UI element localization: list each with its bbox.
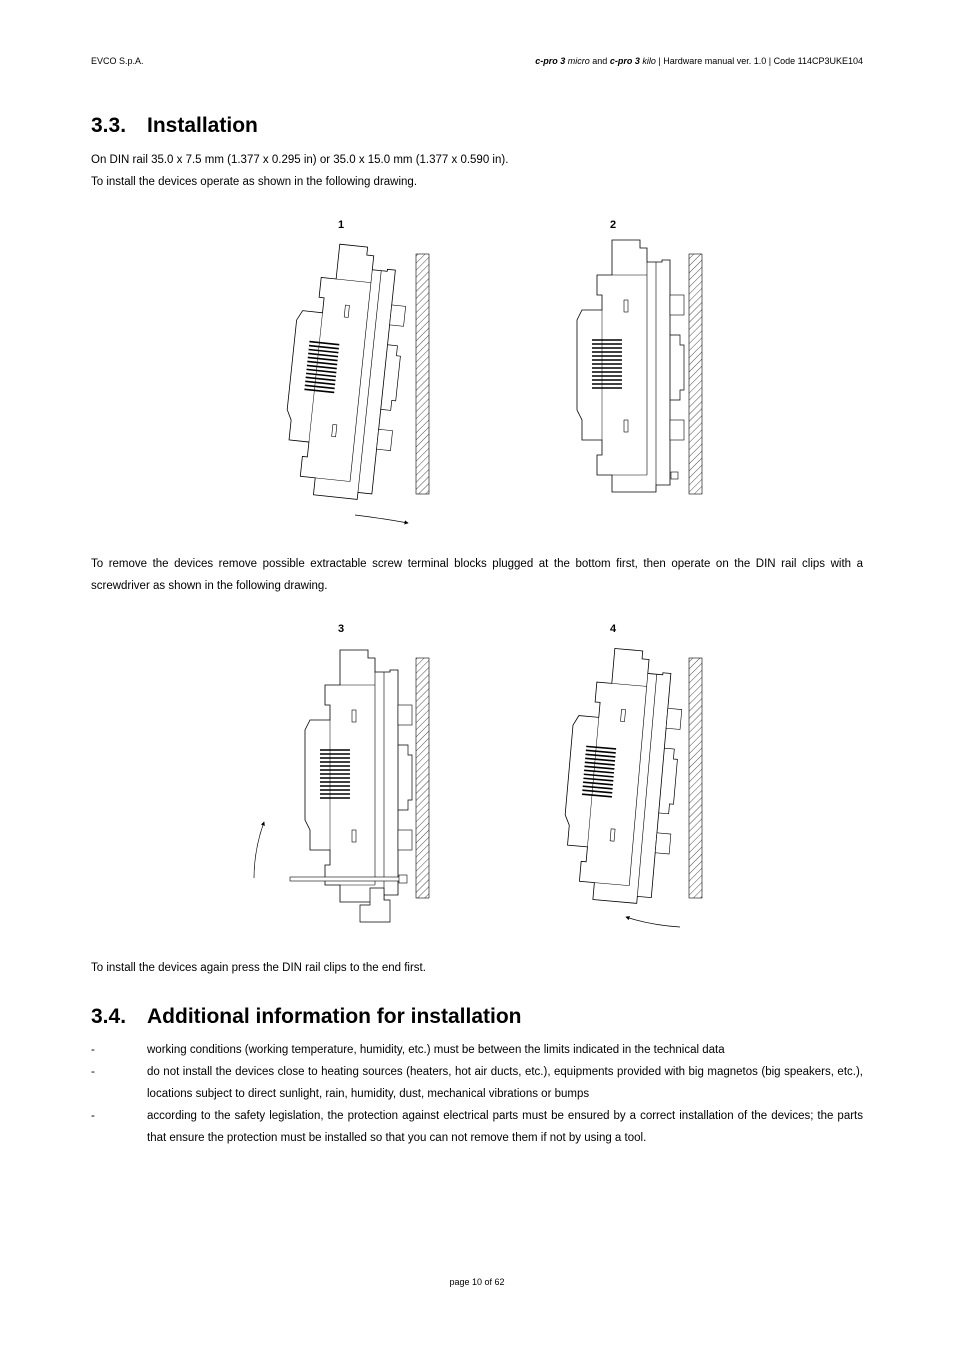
din-rail-wall-2 <box>689 254 702 494</box>
section-title: Additional information for installation <box>147 1005 522 1028</box>
arrow-3 <box>254 822 264 878</box>
list-item <box>91 1061 863 1105</box>
section-number: 3.3. <box>91 114 127 137</box>
section-title: Installation <box>147 114 258 137</box>
header-product-b: c-pro 3 <box>609 56 640 66</box>
device-drawing-4 <box>558 645 687 905</box>
arrow-1 <box>355 515 408 523</box>
section-heading-additional <box>91 1005 521 1029</box>
figure-label-3: 3 <box>338 623 345 635</box>
arrow-4 <box>626 917 680 927</box>
figure-label-2: 2 <box>610 219 617 231</box>
device-drawing-3 <box>305 650 412 902</box>
paragraph-din-rail: On DIN rail 35.0 x 7.5 mm (1.377 x 0.295 in) or 35.0 x 15.0 mm (1.377 x 0.590 in). <box>91 154 509 166</box>
header-company: EVCO S.p.A. <box>91 56 144 66</box>
device-drawing-1 <box>279 241 412 503</box>
din-rail-wall-1 <box>416 254 429 494</box>
list-item-text: working conditions (working temperature, humidity, etc.) must be between the limits indicated in the technical data <box>147 1044 725 1056</box>
list-item-text: according to the safety legislation, the protection against electrical parts must be ensured by a correct installation of the devices; the parts that ensure the protection must be installed so that you can not remove them if not by using a tool. <box>147 1110 863 1144</box>
list-dash: - <box>91 1044 95 1056</box>
list-item <box>91 1039 863 1061</box>
clip-2 <box>671 472 678 479</box>
page-number: page 10 of 62 <box>449 1277 505 1287</box>
din-rail-wall-4 <box>689 658 702 898</box>
section-number: 3.4. <box>91 1005 127 1028</box>
list-item <box>91 1105 863 1149</box>
paragraph-reinstall: To install the devices again press the DIN rail clips to the end first. <box>91 962 426 974</box>
device-drawing-2 <box>577 240 684 492</box>
header-product-a-variant: micro <box>567 56 590 66</box>
header-and: and <box>592 56 608 66</box>
header-rest: | Hardware manual ver. 1.0 | Code 114CP3UKE104 <box>658 56 863 66</box>
list-dash: - <box>91 1066 95 1078</box>
paragraph-install-intro: To install the devices operate as shown in the following drawing. <box>91 176 418 188</box>
screwdriver <box>290 877 400 881</box>
additional-info-list <box>91 1039 863 1149</box>
din-rail-wall-3 <box>416 658 429 898</box>
figure-label-4: 4 <box>610 623 617 635</box>
list-dash: - <box>91 1110 95 1122</box>
list-item-text: do not install the devices close to heating sources (heaters, hot air ducts, etc.), equipments provided with big magnetos (big speakers, etc.), locations subject to direct sunlight, rain, humidity, dust, mechanical vibrations or bumps <box>147 1066 863 1100</box>
paragraph-removal: To remove the devices remove possible extractable screw terminal blocks plugged at the bottom first, then operate on the DIN rail clips with a screwdriver as shown in the following drawing. <box>91 558 863 592</box>
header-product-a: c-pro 3 <box>535 56 566 66</box>
figure-label-1: 1 <box>338 219 345 231</box>
header-product-b-variant: kilo <box>642 56 656 66</box>
clip-3 <box>399 875 407 883</box>
